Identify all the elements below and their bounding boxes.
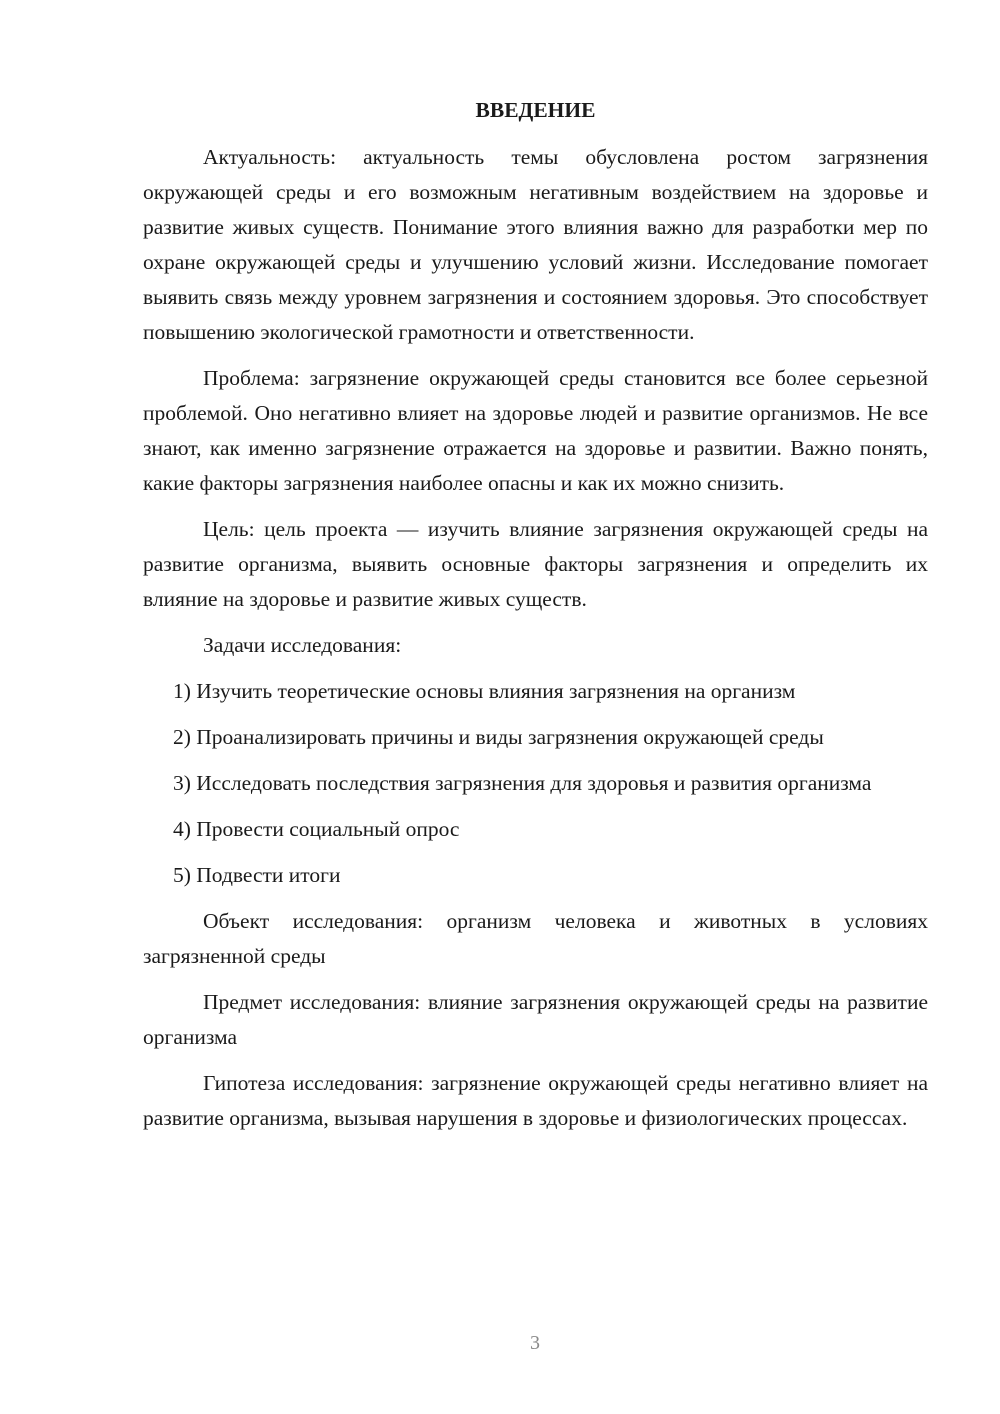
paragraph-relevance: Актуальность: актуальность темы обусловлена ростом загрязнения окружающей среды и его возможным негативным воздействием на здоровье и развитие живых существ. Понимание этого влияния важно для разработки мер по охране окружающей среды и улучшению условий жизни. Исследование помогает выявить связь между уровнем загрязнения и состоянием здоровья. Это способствует повышению экологической грамотности и ответственности. <box>143 145 928 344</box>
paragraph-object: Объект исследования: организм человека и животных в условиях загрязненной среды <box>143 909 928 968</box>
paragraph-tasks-heading: Задачи исследования: <box>203 633 402 657</box>
page-number: 3 <box>530 1332 540 1354</box>
paragraph-goal: Цель: цель проекта — изучить влияние загрязнения окружающей среды на развитие организма, выявить основные факторы загрязнения и определить их влияние на здоровье и развитие живых существ. <box>143 517 928 611</box>
paragraph-subject: Предмет исследования: влияние загрязнения окружающей среды на развитие организма <box>143 990 928 1049</box>
task-item-1: 1) Изучить теоретические основы влияния загрязнения на организм <box>173 679 796 703</box>
paragraph-problem: Проблема: загрязнение окружающей среды становится все более серьезной проблемой. Оно негативно влияет на здоровье людей и развитие организмов. Не все знают, как именно загрязнение отражается на здоровье и развитии. Важно понять, какие факторы загрязнения наиболее опасны и как их можно снизить. <box>143 366 928 495</box>
section-title: ВВЕДЕНИЕ <box>475 98 596 122</box>
document-body <box>143 92 928 1147</box>
task-item-4: 4) Провести социальный опрос <box>173 817 460 841</box>
task-item-2: 2) Проанализировать причины и виды загрязнения окружающей среды <box>173 725 824 749</box>
task-item-3: 3) Исследовать последствия загрязнения для здоровья и развития организма <box>173 771 872 795</box>
paragraph-hypothesis: Гипотеза исследования: загрязнение окружающей среды негативно влияет на развитие организма, вызывая нарушения в здоровье и физиологических процессах. <box>143 1071 928 1130</box>
task-item-5: 5) Подвести итоги <box>173 863 341 887</box>
